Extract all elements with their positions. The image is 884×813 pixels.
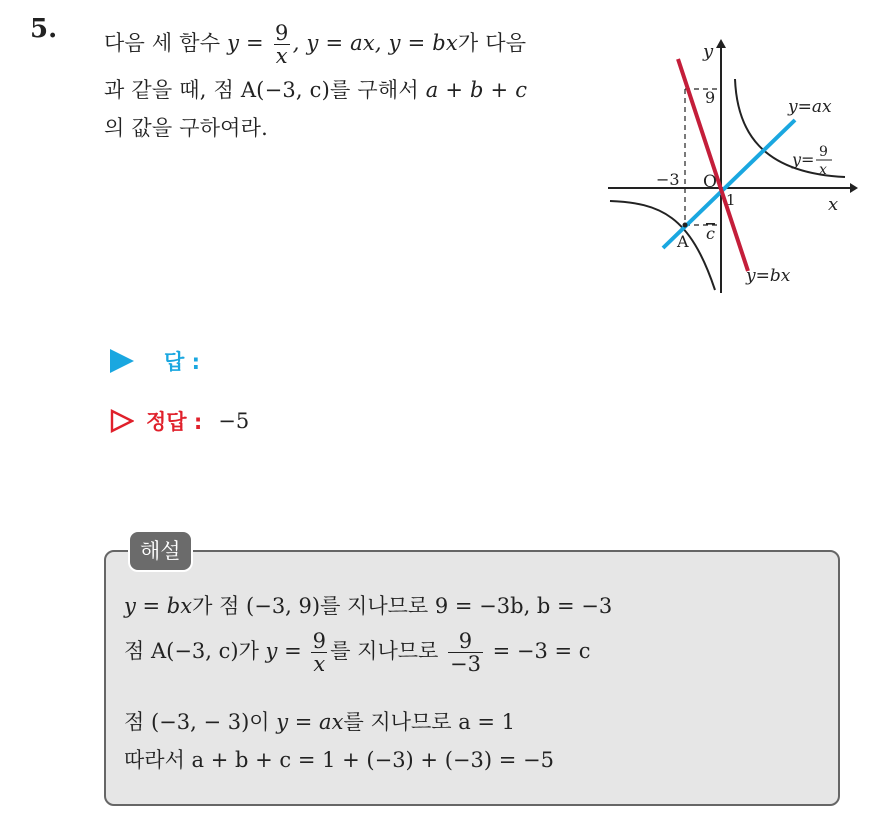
math-point: A(−3, c) — [240, 78, 331, 102]
question-line-2 — [104, 74, 527, 104]
fraction — [311, 630, 327, 675]
question-text: 다음 세 함수 — [104, 31, 221, 56]
y-axis-arrow-icon — [716, 39, 726, 48]
line-y-ax-label: y=ax — [788, 97, 832, 117]
correct-answer-label: 정답 : — [146, 410, 203, 434]
x-axis-label: x — [828, 194, 839, 215]
explanation-tag: 해설 — [128, 530, 193, 572]
fraction-numerator: 9 — [274, 21, 289, 45]
fraction-denominator: x — [313, 652, 326, 677]
explanation-text: 점 (−3, − 3)이 — [124, 710, 277, 734]
explanation-text: 가 점 (−3, 9)를 지나므로 9 = −3b, b = −3 — [192, 594, 613, 618]
math-expression: y = bx — [124, 594, 193, 618]
math-expression: y = ax — [276, 710, 344, 734]
line-y-ax — [663, 120, 795, 248]
tick-label-1: 1 — [726, 191, 736, 209]
point-A-label: A — [677, 232, 689, 251]
tick-label-neg3: −3 — [656, 170, 680, 189]
question-line-3: 의 값을 구하여라. — [104, 116, 269, 140]
explanation-text: = −3 = c — [485, 639, 591, 664]
math-text: y = — [265, 639, 309, 664]
math-var: y — [227, 31, 240, 56]
fraction-numerator: 9 — [312, 629, 326, 653]
tick-label-c: c — [706, 224, 715, 243]
y-axis-label: y — [703, 41, 714, 62]
play-filled-icon — [110, 349, 134, 373]
question-text: 를 구해서 — [330, 78, 426, 102]
fraction-denominator: −3 — [449, 652, 481, 677]
answer-label: 답 : — [164, 350, 200, 374]
question-number: 5. — [30, 14, 58, 44]
function-graph — [600, 35, 860, 300]
x-axis-arrow-icon — [850, 183, 858, 193]
correct-answer-value: −5 — [218, 409, 250, 433]
math-expression: a + b + c — [425, 78, 528, 102]
answer-blank-row — [110, 346, 200, 376]
correct-answer-row — [110, 406, 249, 436]
question-line-1 — [104, 22, 526, 67]
question-text: 가 다음 — [457, 31, 527, 56]
point-A — [683, 223, 688, 228]
explanation-text: 를 지나므로 — [330, 639, 445, 664]
explanation-text: 를 지나므로 a = 1 — [343, 710, 516, 734]
math-text: = — [239, 31, 271, 56]
origin-label: O — [703, 172, 717, 192]
tick-label-9: 9 — [705, 88, 716, 107]
math-text: , y = ax, y = bx — [292, 31, 458, 56]
hyperbola-label-prefix: y= — [792, 150, 815, 169]
fraction-numerator: 9 — [458, 629, 473, 653]
explanation-line-3 — [124, 706, 515, 736]
play-outline-icon — [110, 409, 134, 433]
fraction — [448, 630, 483, 675]
question-text: 과 같을 때, 점 — [104, 78, 241, 102]
explanation-text: 점 A(−3, c)가 — [124, 639, 266, 664]
fraction-denominator: x — [275, 44, 288, 69]
fraction — [274, 22, 290, 67]
hyperbola-label-numerator: 9 — [819, 144, 828, 160]
explanation-line-1 — [124, 590, 612, 620]
line-y-bx-label: y=bx — [746, 266, 791, 286]
hyperbola-label-denominator: x — [819, 162, 827, 178]
explanation-line-4: 따라서 a + b + c = 1 + (−3) + (−3) = −5 — [124, 748, 554, 772]
explanation-line-2 — [124, 630, 591, 675]
